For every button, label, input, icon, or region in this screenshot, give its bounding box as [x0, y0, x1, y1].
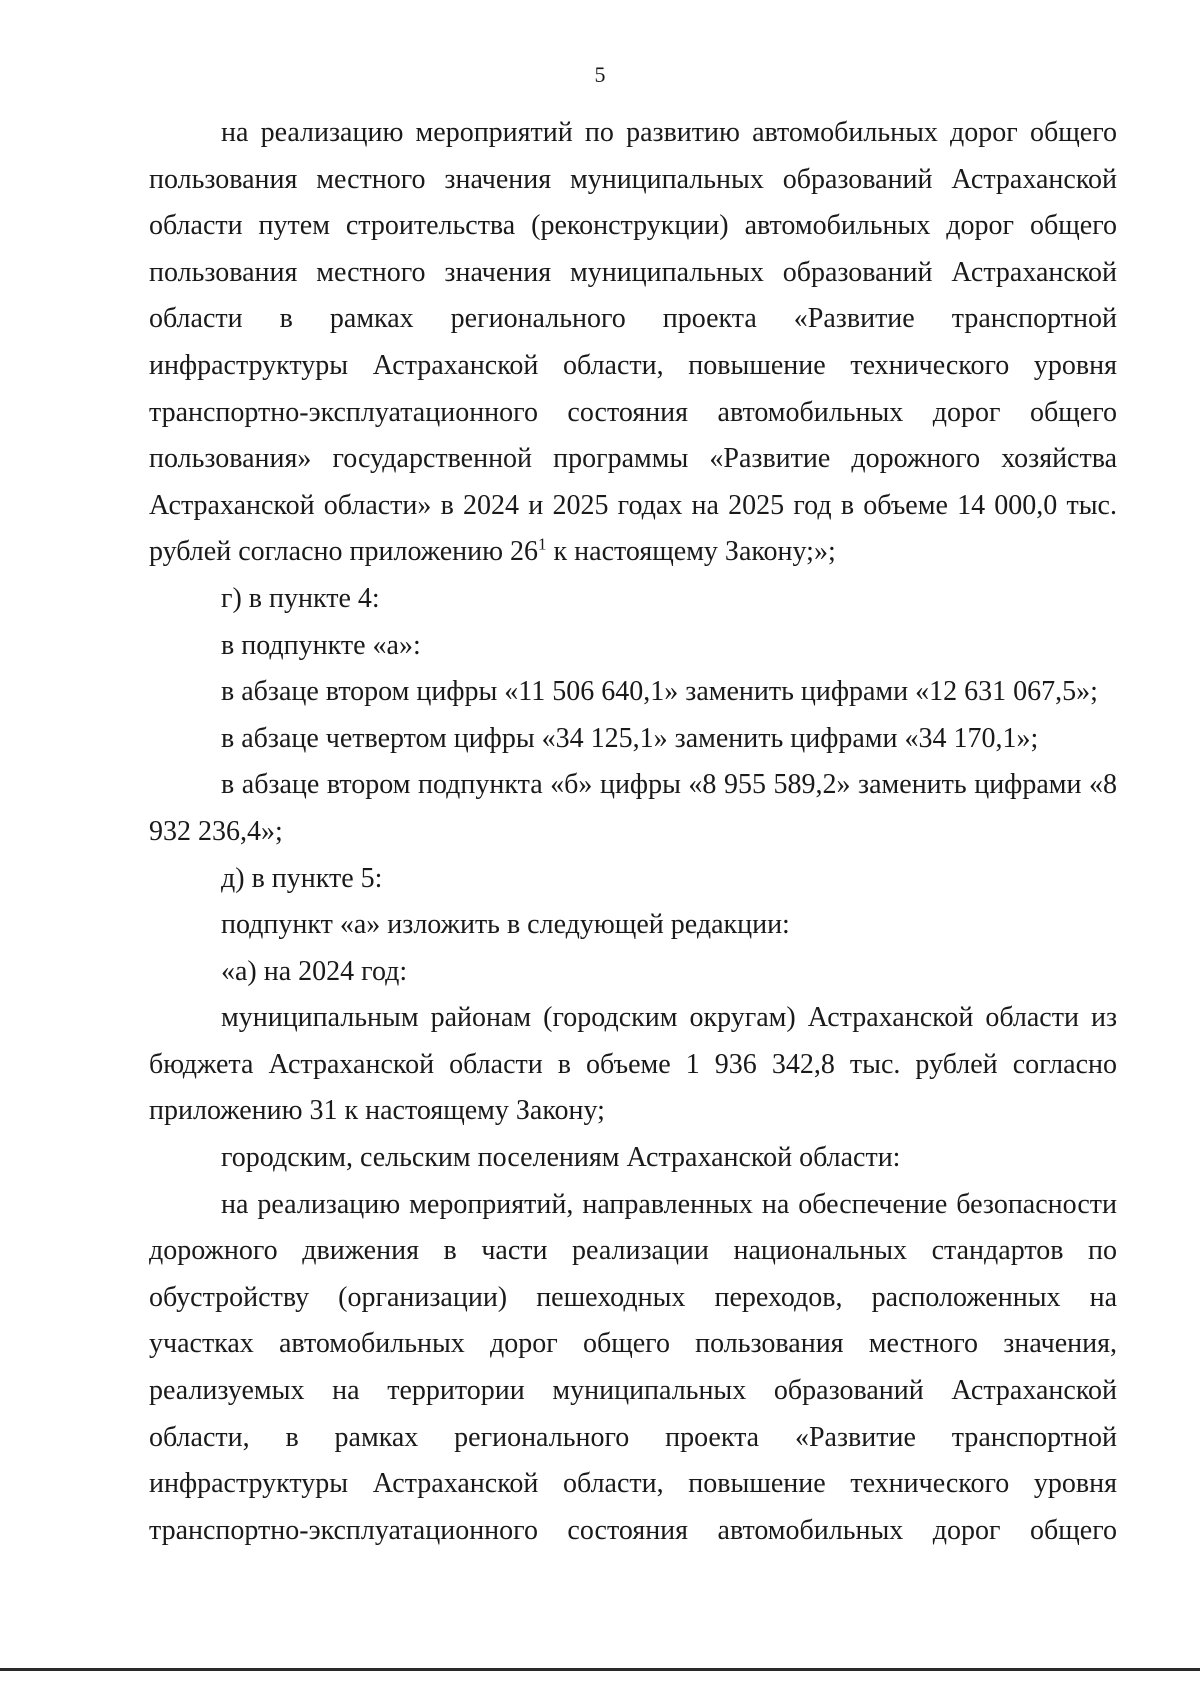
paragraph-text: на реализацию мероприятий по развитию автомобильных дорог общего пользования местного значения муниципальных образований Астраханской области путем строительства (реконструкции) автомобильных дорог общего пользования местного значения муниципальных образований Астраханской области в рамках регионального проекта «Развитие транспортной инфраструктуры Астраханской области, повышение технического уровня транспортно-эксплуатационного состояния автомобильных дорог общего пользования» государственной программы «Развитие дорожного хозяйства Астраханской области» в 2024 и 2025 годах на 2025 год в объеме 14 000,0 тыс. рублей согласно приложению 26	[149, 117, 1117, 568]
paragraph-item-g: г) в пункте 4:	[221, 582, 380, 614]
paragraph-road-safety: на реализацию мероприятий, направленных на обеспечение безопасности дорожного движения в части реализации национальных стандартов по обустройству (организации) пешеходных переходов, расположенных на участках автомобильных дорог общего пользования местного значения, реализуемых на территории муниципальных образований Астраханской области, в рамках регионального проекта «Развитие транспортной инфраструктуры Астраханской области, повышение технического уровня транспортно-эксплуатационного состояния автомобильных дорог общего	[149, 1188, 1117, 1546]
paragraph-replace-1: в абзаце втором цифры «11 506 640,1» заменить цифрами «12 631 067,5»;	[221, 676, 1098, 708]
page-number: 5	[594, 62, 606, 87]
superscript-index: 1	[538, 535, 547, 555]
paragraph-item-d: д) в пункте 5:	[221, 862, 383, 894]
paragraph-settlements: городским, сельским поселениям Астраханской области:	[221, 1142, 901, 1174]
paragraph-year-2024: «а) на 2024 год:	[221, 955, 408, 987]
paragraph-subitem-a-edition: подпункт «а» изложить в следующей редакции:	[221, 909, 790, 941]
paragraph-text-tail: к настоящему Закону;»;	[546, 536, 836, 568]
document-body	[149, 110, 1117, 1554]
paragraph-replace-3: в абзаце втором подпункта «б» цифры «8 955 589,2» заменить цифрами «8 932 236,4»;	[149, 769, 1117, 847]
paragraph-subitem-a: в подпункте «а»:	[221, 629, 421, 661]
paragraph-road-development	[149, 110, 1117, 576]
paragraph-replace-2: в абзаце четвертом цифры «34 125,1» заменить цифрами «34 170,1»;	[221, 722, 1039, 754]
paragraph-municipal-districts: муниципальным районам (городским округам) Астраханской области из бюджета Астраханской области в объеме 1 936 342,8 тыс. рублей согласно приложению 31 к настоящему Закону;	[149, 1002, 1117, 1127]
scan-edge-line	[0, 1668, 1200, 1671]
